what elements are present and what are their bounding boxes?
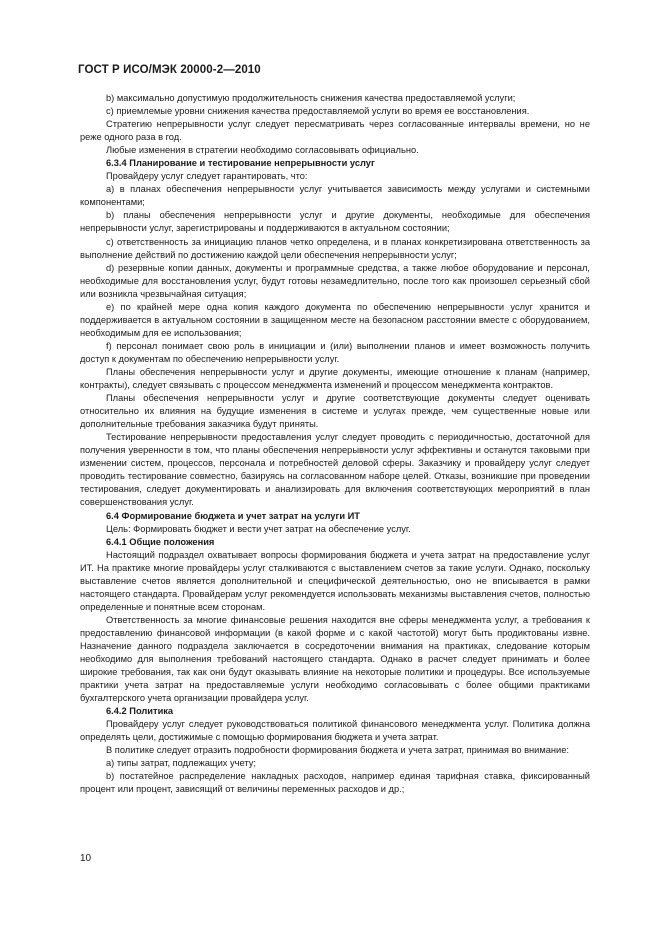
paragraph: a) типы затрат, подлежащих учету; bbox=[106, 758, 256, 769]
paragraph: d) резервные копии данных, документы и программные средства, а также любое оборудование и персонал, необходимые для восстановления услуг, будут готовы незамедлительно, после того как произошел серьезный сбой или возникла чрезвычайная ситуация; bbox=[80, 262, 590, 299]
paragraph: e) по крайней мере одна копия каждого документа по обеспечению непрерывности услуг хранится и поддерживается в актуальном состоянии в защищенном месте на безопасном расстоянии вместе с оборудованием, необходимым для ее использования; bbox=[80, 301, 590, 338]
section-heading: 6.4.2 Политика bbox=[106, 706, 174, 717]
paragraph: Тестирование непрерывности предоставления услуг следует проводить с периодичностью, достаточной для получения уверенности в том, что планы обеспечения непрерывности услуг эффективны и останутся таковыми при изменении систем, процессов, персонала и потребностей деловой сферы. Заказчику и провайдеру услуг следует проводить тестирование совместно, базируясь на согласованном наборе целей. Отказы, возникшие при проведении тестирования, следует документировать и анализировать для включения соответствующих мероприятий в план совершенствования услуг. bbox=[80, 432, 590, 508]
paragraph: a) в планах обеспечения непрерывности услуг учитывается зависимость между услугами и системными компонентами; bbox=[80, 184, 590, 208]
paragraph: c) приемлемые уровни снижения качества предоставляемой услуги во время ее восстановления. bbox=[106, 106, 530, 117]
paragraph: Планы обеспечения непрерывности услуг и другие документы, имеющие отношение к планам (например, контракты), следует связывать с процессом менеджмента изменений и процессом менеджмента контрактов. bbox=[80, 366, 590, 391]
section-heading: 6.4.1 Общие положения bbox=[106, 536, 215, 547]
paragraph: Ответственность за многие финансовые решения находится вне сферы менеджмента услуг, а требования к предоставлению финансовой информации (в какой форме и с какой частотой) могут быть продиктованы извне. Назначение данного подраздела заключается в сосредоточении внимания на практиках, следование которым необходимо для выполнения требований настоящего стандарта. Однако в расчет следует принимать и более широкие требования, так как они будут оказывать влияние на некоторые политики и процедуры. Все используемые практики учета затрат на предоставляемые услуги необходимо согласовывать с более общими практиками бухгалтерского учета организации провайдера услуг. bbox=[80, 614, 590, 704]
document-header: ГОСТ Р ИСО/МЭК 20000-2—2010 bbox=[78, 64, 261, 76]
page-number: 10 bbox=[80, 853, 92, 864]
paragraph: Любые изменения в стратегии необходимо согласовывать официально. bbox=[106, 145, 419, 156]
paragraph: Провайдеру услуг следует руководствоваться политикой финансового менеджмента услуг. Политика должна определять цели, достижимые с помощью формирования бюджета и учета затрат. bbox=[80, 719, 590, 743]
paragraph: f) персонал понимает свою роль в инициации и (или) выполнении планов и имеет возможность получить доступ к документам по обеспечению непрерывности услуг. bbox=[80, 340, 590, 364]
document-body bbox=[80, 92, 590, 797]
section-heading: 6.3.4 Планирование и тестирование непрерывности услуг bbox=[106, 158, 375, 169]
section-heading: 6.4 Формирование бюджета и учет затрат на услуги ИТ bbox=[106, 510, 360, 521]
paragraph: В политике следует отразить подробности формирования бюджета и учета затрат, принимая во внимание: bbox=[106, 745, 569, 756]
paragraph: b) планы обеспечения непрерывности услуг и другие документы, необходимые для обеспечения непрерывности услуг, зарегистрированы и поддерживаются в актуальном состоянии; bbox=[80, 210, 590, 234]
paragraph: Настоящий подраздел охватывает вопросы формирования бюджета и учета затрат на предоставление услуг ИТ. На практике многие провайдеры услуг сталкиваются с выставлением счетов за такие услуги. Однако, поскольку выставление счетов является дополнительной и специфической деятельностью, оно не вписывается в рамки настоящего стандарта. Провайдерам услуг рекомендуется использовать механизмы выставления счетов, полностью определенные и понятные всем сторонам. bbox=[80, 549, 590, 612]
paragraph: b) максимально допустимую продолжительность снижения качества предоставляемой услуги; bbox=[106, 93, 516, 103]
paragraph: Планы обеспечения непрерывности услуг и другие соответствующие документы следует оценивать относительно их влияния на будущие изменения в системе и услугах прежде, чем существенные новые или дополнительные требования заказчика будут приняты. bbox=[80, 393, 590, 430]
paragraph: Стратегию непрерывности услуг следует пересматривать через согласованные интервалы времени, но не реже одного раза в год. bbox=[80, 119, 590, 143]
paragraph: Цель: Формировать бюджет и вести учет затрат на обеспечение услуг. bbox=[106, 523, 411, 534]
paragraph: b) постатейное распределение накладных расходов, например единая тарифная ставка, фиксированный процент или процент, зависящий от величины переменных расходов и др.; bbox=[80, 771, 590, 795]
paragraph: c) ответственность за инициацию планов четко определена, и в планах конкретизирована ответственность за выполнение действий по достижению каждой цели обеспечения непрерывности услуг; bbox=[80, 236, 590, 260]
paragraph: Провайдеру услуг следует гарантировать, что: bbox=[106, 171, 308, 182]
